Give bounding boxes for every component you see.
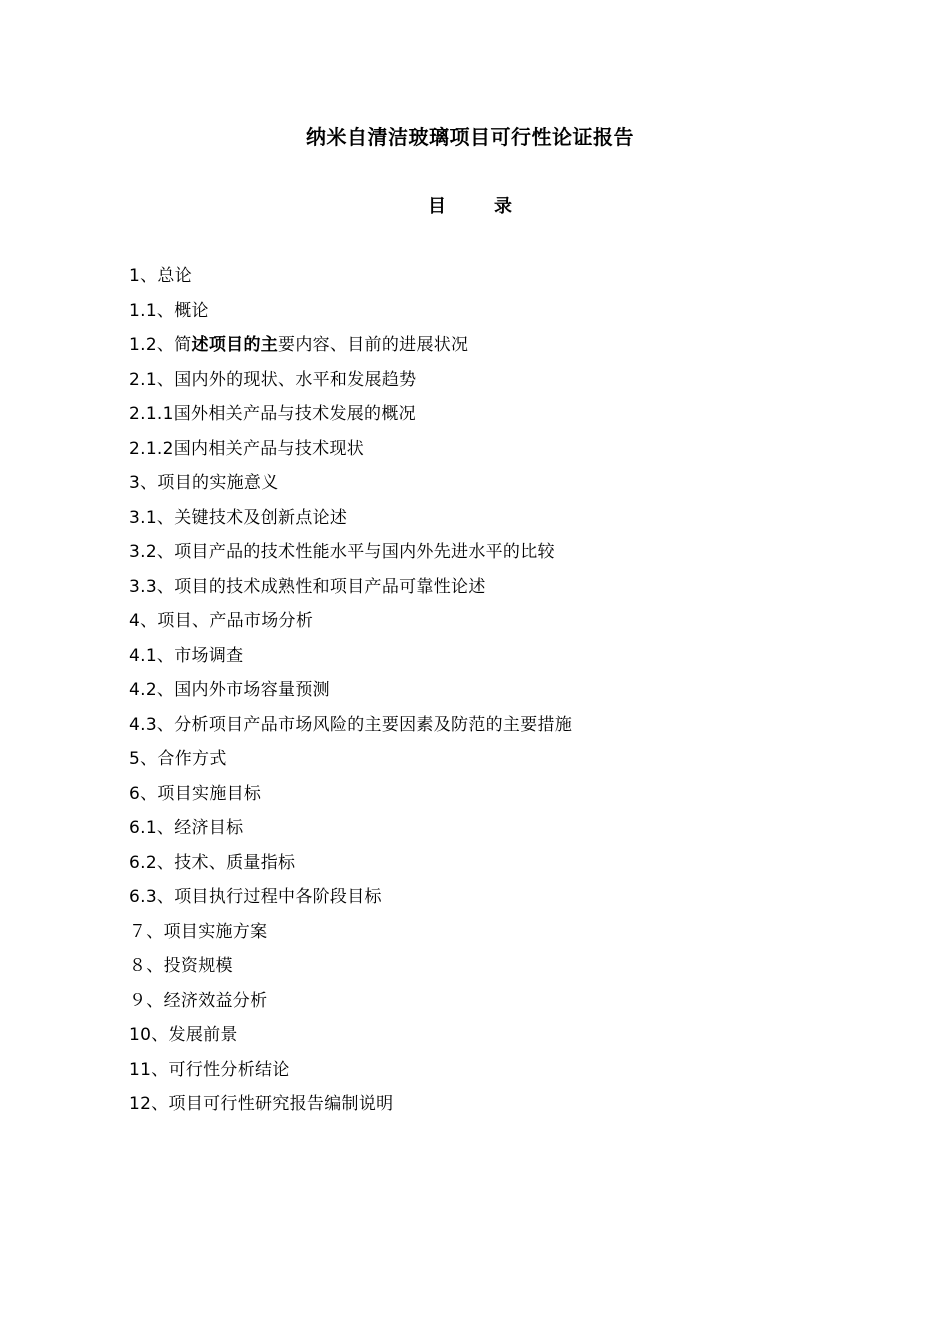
toc-item xyxy=(129,984,889,1019)
toc-item-text: 3.2、项目产品的技术性能水平与国内外先进水平的比较 xyxy=(129,542,555,562)
toc-item xyxy=(129,1053,889,1088)
toc-item-text: ９、经济效益分析 xyxy=(129,990,268,1011)
toc-item-text: 10、发展前景 xyxy=(129,1025,238,1045)
toc-item-text: ７、项目实施方案 xyxy=(129,921,268,942)
toc-item xyxy=(129,811,889,846)
toc-item-text: 3、项目的实施意义 xyxy=(129,473,279,493)
toc-item-text: 5、合作方式 xyxy=(129,749,227,769)
toc-item-text: 11、可行性分析结论 xyxy=(129,1059,290,1080)
toc-item xyxy=(129,1087,889,1122)
toc-heading xyxy=(0,193,940,221)
toc-item xyxy=(129,949,889,984)
toc-item xyxy=(129,294,889,329)
toc-item-text: 6.3、项目执行过程中各阶段目标 xyxy=(129,887,382,907)
toc-item xyxy=(129,673,889,708)
toc-item-text: 6.1、经济目标 xyxy=(129,818,244,838)
toc-item-text-bold: 述项目的主 xyxy=(191,335,279,355)
toc-item xyxy=(129,501,889,536)
toc-item-text: 2.1、国内外的现状、水平和发展趋势 xyxy=(129,369,417,390)
toc-heading-right: 录 xyxy=(494,196,512,217)
toc-item-text-pre: 1.2、简 xyxy=(129,335,192,355)
toc-item-text: 12、项目可行性研究报告编制说明 xyxy=(129,1094,394,1114)
toc-item xyxy=(129,570,889,605)
toc-item xyxy=(129,535,889,570)
toc-item xyxy=(129,777,889,812)
toc-item xyxy=(129,604,889,639)
toc-item xyxy=(129,880,889,915)
toc-item xyxy=(129,708,889,743)
toc-item xyxy=(129,466,889,501)
toc-item xyxy=(129,639,889,674)
toc-item-text: 6.2、技术、质量指标 xyxy=(129,852,296,873)
toc-item xyxy=(129,915,889,950)
toc-item xyxy=(129,259,889,294)
toc-item xyxy=(129,328,889,363)
toc-item-text: 6、项目实施目标 xyxy=(129,783,262,804)
toc-heading-left: 目 xyxy=(428,196,446,217)
toc-item xyxy=(129,846,889,881)
toc-item xyxy=(129,397,889,432)
toc-item-text: 2.1.1国外相关产品与技术发展的概况 xyxy=(129,404,416,424)
toc-item xyxy=(129,432,889,467)
toc-item-text: 4.1、市场调查 xyxy=(129,645,244,666)
toc-list xyxy=(129,259,889,1122)
toc-item-text: 2.1.2国内相关产品与技术现状 xyxy=(129,438,365,459)
toc-item xyxy=(129,363,889,398)
toc-item-text: 4.2、国内外市场容量预测 xyxy=(129,680,330,700)
toc-item-text: 1、总论 xyxy=(129,266,193,286)
toc-item-text: ８、投资规模 xyxy=(129,956,233,976)
document-title: 纳米自清洁玻璃项目可行性论证报告 xyxy=(306,125,634,149)
toc-item xyxy=(129,1018,889,1053)
toc-item-text: 4、项目、产品市场分析 xyxy=(129,611,314,631)
toc-item-text: 4.3、分析项目产品市场风险的主要因素及防范的主要措施 xyxy=(129,714,573,735)
toc-item-text-post: 要内容、目前的进展状况 xyxy=(278,335,469,355)
toc-item-text: 3.1、关键技术及创新点论述 xyxy=(129,507,348,528)
toc-item-text: 1.1、概论 xyxy=(129,300,209,321)
toc-item-text: 3.3、项目的技术成熟性和项目产品可靠性论述 xyxy=(129,576,486,597)
toc-item xyxy=(129,742,889,777)
